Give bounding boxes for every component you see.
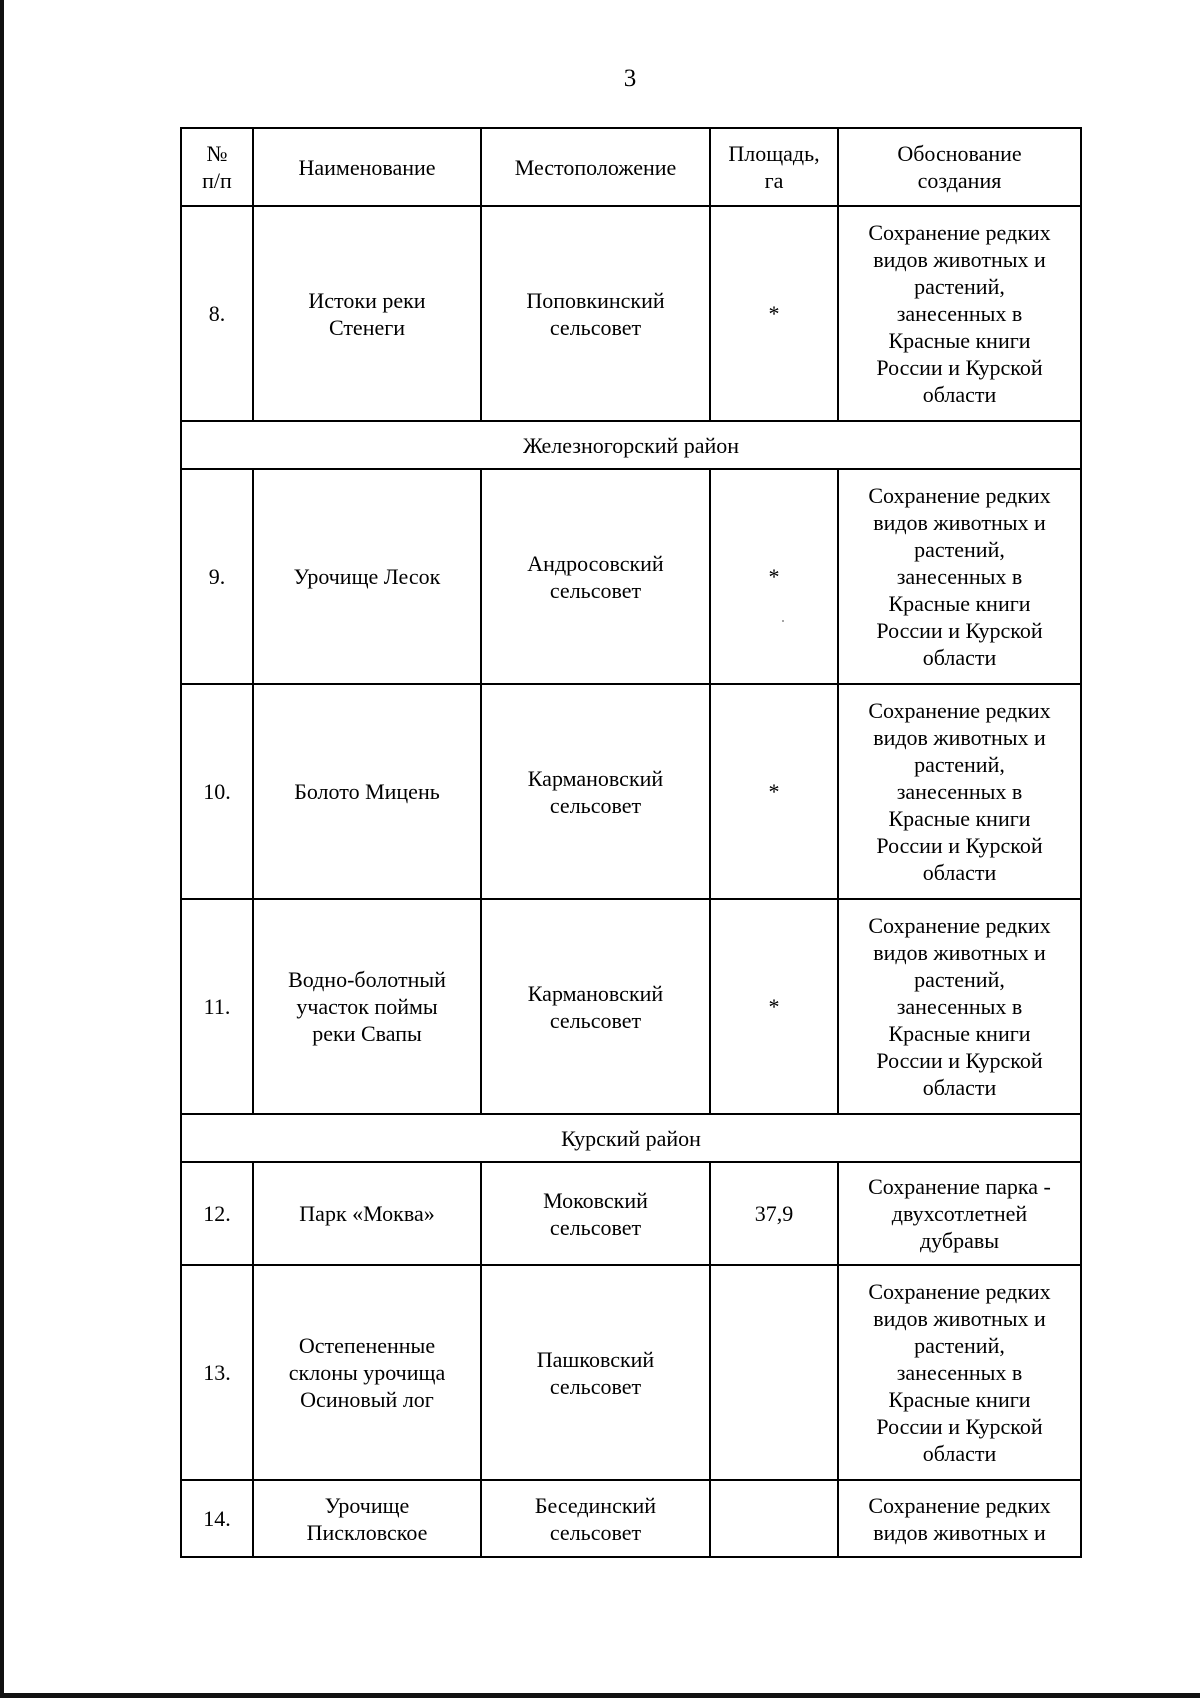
table-row [181, 1265, 1081, 1480]
table-row [181, 469, 1081, 684]
section-row [181, 421, 1081, 469]
table-row [181, 684, 1081, 899]
table-row [181, 1480, 1081, 1557]
row-location: Кармановский сельсовет [481, 899, 710, 1114]
row-area: * [710, 469, 838, 684]
header-area: Площадь, га [710, 128, 838, 206]
row-justification: Сохранение редких видов животных и растений, занесенных в Красные книги России и Курской области [838, 1265, 1081, 1480]
row-location: Моковский сельсовет [481, 1162, 710, 1265]
row-justification: Сохранение редких видов животных и растений, занесенных в Красные книги России и Курской области [838, 899, 1081, 1114]
row-name: Остепененные склоны урочища Осиновый лог [253, 1265, 481, 1480]
header-location: Местоположение [481, 128, 710, 206]
row-location: Кармановский сельсовет [481, 684, 710, 899]
row-area: * [710, 206, 838, 421]
row-area: 37,9 [710, 1162, 838, 1265]
section-row [181, 1114, 1081, 1162]
section-title: Железногорский район [181, 421, 1081, 469]
row-number: 10. [181, 684, 253, 899]
row-name: Истоки реки Стенеги [253, 206, 481, 421]
row-area: * [710, 899, 838, 1114]
row-location: Бесединский сельсовет [481, 1480, 710, 1557]
header-justification: Обоснование создания [838, 128, 1081, 206]
row-justification: Сохранение редких видов животных и растений, занесенных в Красные книги России и Курской области [838, 469, 1081, 684]
row-justification: Сохранение редких видов животных и [838, 1480, 1081, 1557]
scan-edge-bottom [0, 1693, 1200, 1698]
scan-edge-left [0, 0, 4, 1698]
table-row [181, 1162, 1081, 1265]
row-justification: Сохранение редких видов животных и растений, занесенных в Красные книги России и Курской области [838, 206, 1081, 421]
page-number: 3 [623, 65, 637, 92]
row-location: Андросовский сельсовет [481, 469, 710, 684]
row-name: Урочище Лесок [253, 469, 481, 684]
row-justification: Сохранение редких видов животных и растений, занесенных в Красные книги России и Курской области [838, 684, 1081, 899]
row-location: Пашковский сельсовет [481, 1265, 710, 1480]
section-title: Курский район [181, 1114, 1081, 1162]
row-justification: Сохранение парка - двухсотлетней дубравы [838, 1162, 1081, 1265]
row-name: Урочище Пискловское [253, 1480, 481, 1557]
row-area [710, 1480, 838, 1557]
row-name: Парк «Моква» [253, 1162, 481, 1265]
row-number: 14. [181, 1480, 253, 1557]
row-name: Болото Мицень [253, 684, 481, 899]
row-area [710, 1265, 838, 1480]
row-name: Водно-болотный участок поймы реки Свапы [253, 899, 481, 1114]
row-location: Поповкинский сельсовет [481, 206, 710, 421]
row-number: 8. [181, 206, 253, 421]
header-name: Наименование [253, 128, 481, 206]
row-number: 11. [181, 899, 253, 1114]
reserves-table [180, 127, 1082, 1558]
row-number: 9. [181, 469, 253, 684]
row-number: 12. [181, 1162, 253, 1265]
row-number: 13. [181, 1265, 253, 1480]
header-number: № п/п [181, 128, 253, 206]
scan-speck [782, 620, 784, 622]
table-row [181, 206, 1081, 421]
table-row [181, 899, 1081, 1114]
row-area: * [710, 684, 838, 899]
table-header-row [181, 128, 1081, 206]
